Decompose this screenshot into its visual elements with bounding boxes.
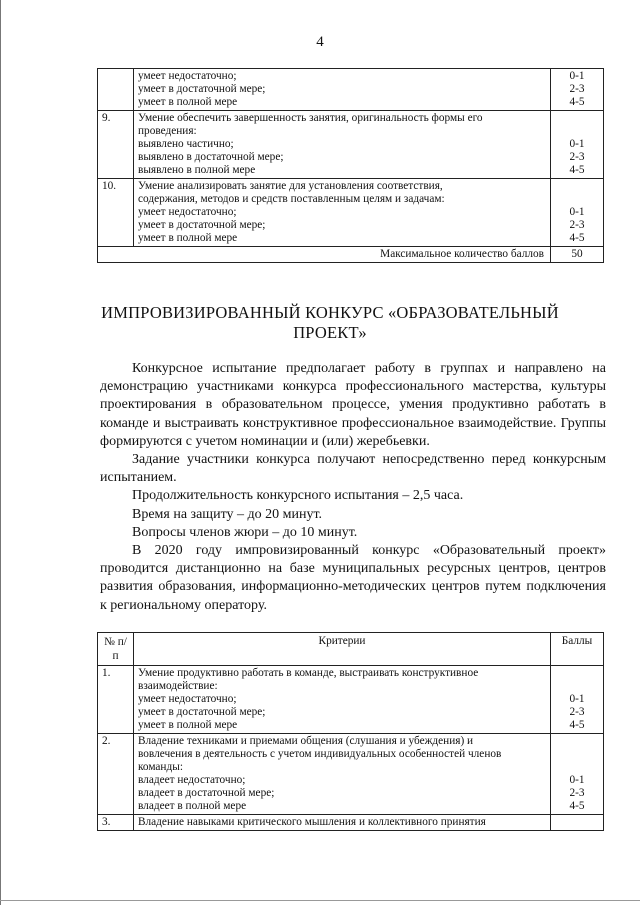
criterion-line: умеет в достаточной мере; [138, 219, 266, 231]
score-range: 0-1 [569, 693, 585, 705]
criterion-line: умеет в достаточной мере; [138, 706, 266, 718]
score-range [555, 680, 599, 693]
paragraph: Вопросы членов жюри – до 10 минут. [132, 524, 358, 540]
paragraph: В 2020 году импровизированный конкурс «Образовательный проект» проводится дистанционно на базе муниципальных ресурсных центров, центров развития образования, информационно-методических центров путем подключения к региональному оператору. [100, 543, 606, 613]
criterion-scores [551, 666, 604, 734]
criterion-text [134, 815, 551, 831]
criterion-line: выявлено в достаточной мере; [138, 151, 284, 163]
score-range [555, 667, 599, 680]
score-range: 0-1 [569, 70, 585, 82]
criterion-text [134, 734, 551, 815]
table-header-row [98, 633, 604, 666]
criterion-line: содержания, методов и средств поставленным целям и задачам: [138, 193, 445, 205]
score-range: 4-5 [569, 164, 585, 176]
paragraph: Время на защиту – до 20 минут. [132, 506, 323, 522]
criterion-line: умеет недостаточно; [138, 206, 237, 218]
table-row [98, 111, 604, 179]
criterion-scores [551, 179, 604, 247]
paragraph: Задание участники конкурса получают непосредственно перед конкурсным испытанием. [100, 452, 606, 486]
criterion-line: вовлечения в деятельность с учетом индивидуальных особенностей членов [138, 748, 502, 760]
criterion-text [134, 666, 551, 734]
criterion-scores [551, 111, 604, 179]
score-range: 0-1 [569, 138, 585, 150]
table-row [98, 734, 604, 815]
criteria-table [97, 632, 604, 831]
section-title: ИМПРОВИЗИРОВАННЫЙ КОНКУРС «ОБРАЗОВАТЕЛЬНЫЙ ПРОЕКТ» [101, 303, 559, 342]
criterion-line: Владение навыками критического мышления и коллективного принятия [138, 816, 486, 828]
criterion-line: Умение обеспечить завершенность занятия, оригинальность формы его [138, 112, 483, 124]
criterion-scores [551, 734, 604, 815]
score-range [555, 735, 599, 748]
criterion-line: умеет в полной мере [138, 232, 238, 244]
criterion-line: владеет в полной мере [138, 800, 247, 812]
criterion-text [134, 179, 551, 247]
score-range [555, 193, 599, 206]
score-range: 4-5 [569, 232, 585, 244]
section-body [100, 360, 606, 615]
table-row [98, 69, 604, 111]
criterion-line: Владение техниками и приемами общения (слушания и убеждения) и [138, 735, 474, 747]
criterion-scores [551, 69, 604, 111]
header-criteria: Критерии [134, 633, 551, 666]
header-score: Баллы [551, 633, 604, 666]
table-row [98, 666, 604, 734]
score-range: 2-3 [569, 219, 585, 231]
criterion-line: умеет в полной мере [138, 719, 238, 731]
criterion-scores [551, 815, 604, 831]
row-number: 1. [98, 666, 134, 734]
criterion-line: Умение продуктивно работать в команде, выстраивать конструктивное [138, 667, 479, 679]
criteria-table-continued [97, 68, 604, 263]
criterion-line: умеет недостаточно; [138, 693, 237, 705]
max-score-value: 50 [551, 247, 604, 263]
page-left-edge [0, 0, 1, 905]
score-range: 4-5 [569, 800, 585, 812]
max-score-row [98, 247, 604, 263]
row-number: 2. [98, 734, 134, 815]
criterion-line: Умение анализировать занятие для установления соответствия, [138, 180, 443, 192]
table-row [98, 179, 604, 247]
score-range: 4-5 [569, 96, 585, 108]
score-range: 2-3 [569, 83, 585, 95]
criterion-line: проведения: [138, 125, 197, 137]
criterion-line: владеет недостаточно; [138, 774, 246, 786]
score-range: 2-3 [569, 787, 585, 799]
row-number: 3. [98, 815, 134, 831]
page-bottom-edge [0, 900, 640, 901]
criterion-line: взаимодействие: [138, 680, 218, 692]
max-score-label: Максимальное количество баллов [98, 247, 551, 263]
criterion-line: умеет в достаточной мере; [138, 83, 266, 95]
score-range: 2-3 [569, 706, 585, 718]
score-range: 0-1 [569, 206, 585, 218]
criterion-text [134, 111, 551, 179]
row-number [98, 69, 134, 111]
score-range [555, 125, 599, 138]
criterion-line: умеет недостаточно; [138, 70, 237, 82]
criterion-text [134, 69, 551, 111]
paragraph: Конкурсное испытание предполагает работу в группах и направлено на демонстрацию участниками конкурса профессионального мастерства, культуры проектирования в образовательном процессе, умения продуктивно работать в команде и выстраивать конструктивное профессиональное взаимодействие. Группы формируются с учетом номинации и (или) жеребьевки. [100, 361, 606, 449]
criterion-line: команды: [138, 761, 183, 773]
criterion-line: выявлено частично; [138, 138, 234, 150]
score-range: 2-3 [569, 151, 585, 163]
score-range: 4-5 [569, 719, 585, 731]
score-range [555, 816, 599, 829]
score-range: 0-1 [569, 774, 585, 786]
header-num: № п/п [98, 633, 134, 666]
row-number: 9. [98, 111, 134, 179]
criterion-line: умеет в полной мере [138, 96, 238, 108]
score-range [555, 180, 599, 193]
score-range [555, 748, 599, 761]
criterion-line: владеет в достаточной мере; [138, 787, 275, 799]
row-number: 10. [98, 179, 134, 247]
table-row [98, 815, 604, 831]
score-range [555, 761, 599, 774]
score-range [555, 112, 599, 125]
page-number: 4 [316, 34, 324, 50]
paragraph: Продолжительность конкурсного испытания – 2,5 часа. [132, 488, 464, 504]
criterion-line: выявлено в полной мере [138, 164, 256, 176]
